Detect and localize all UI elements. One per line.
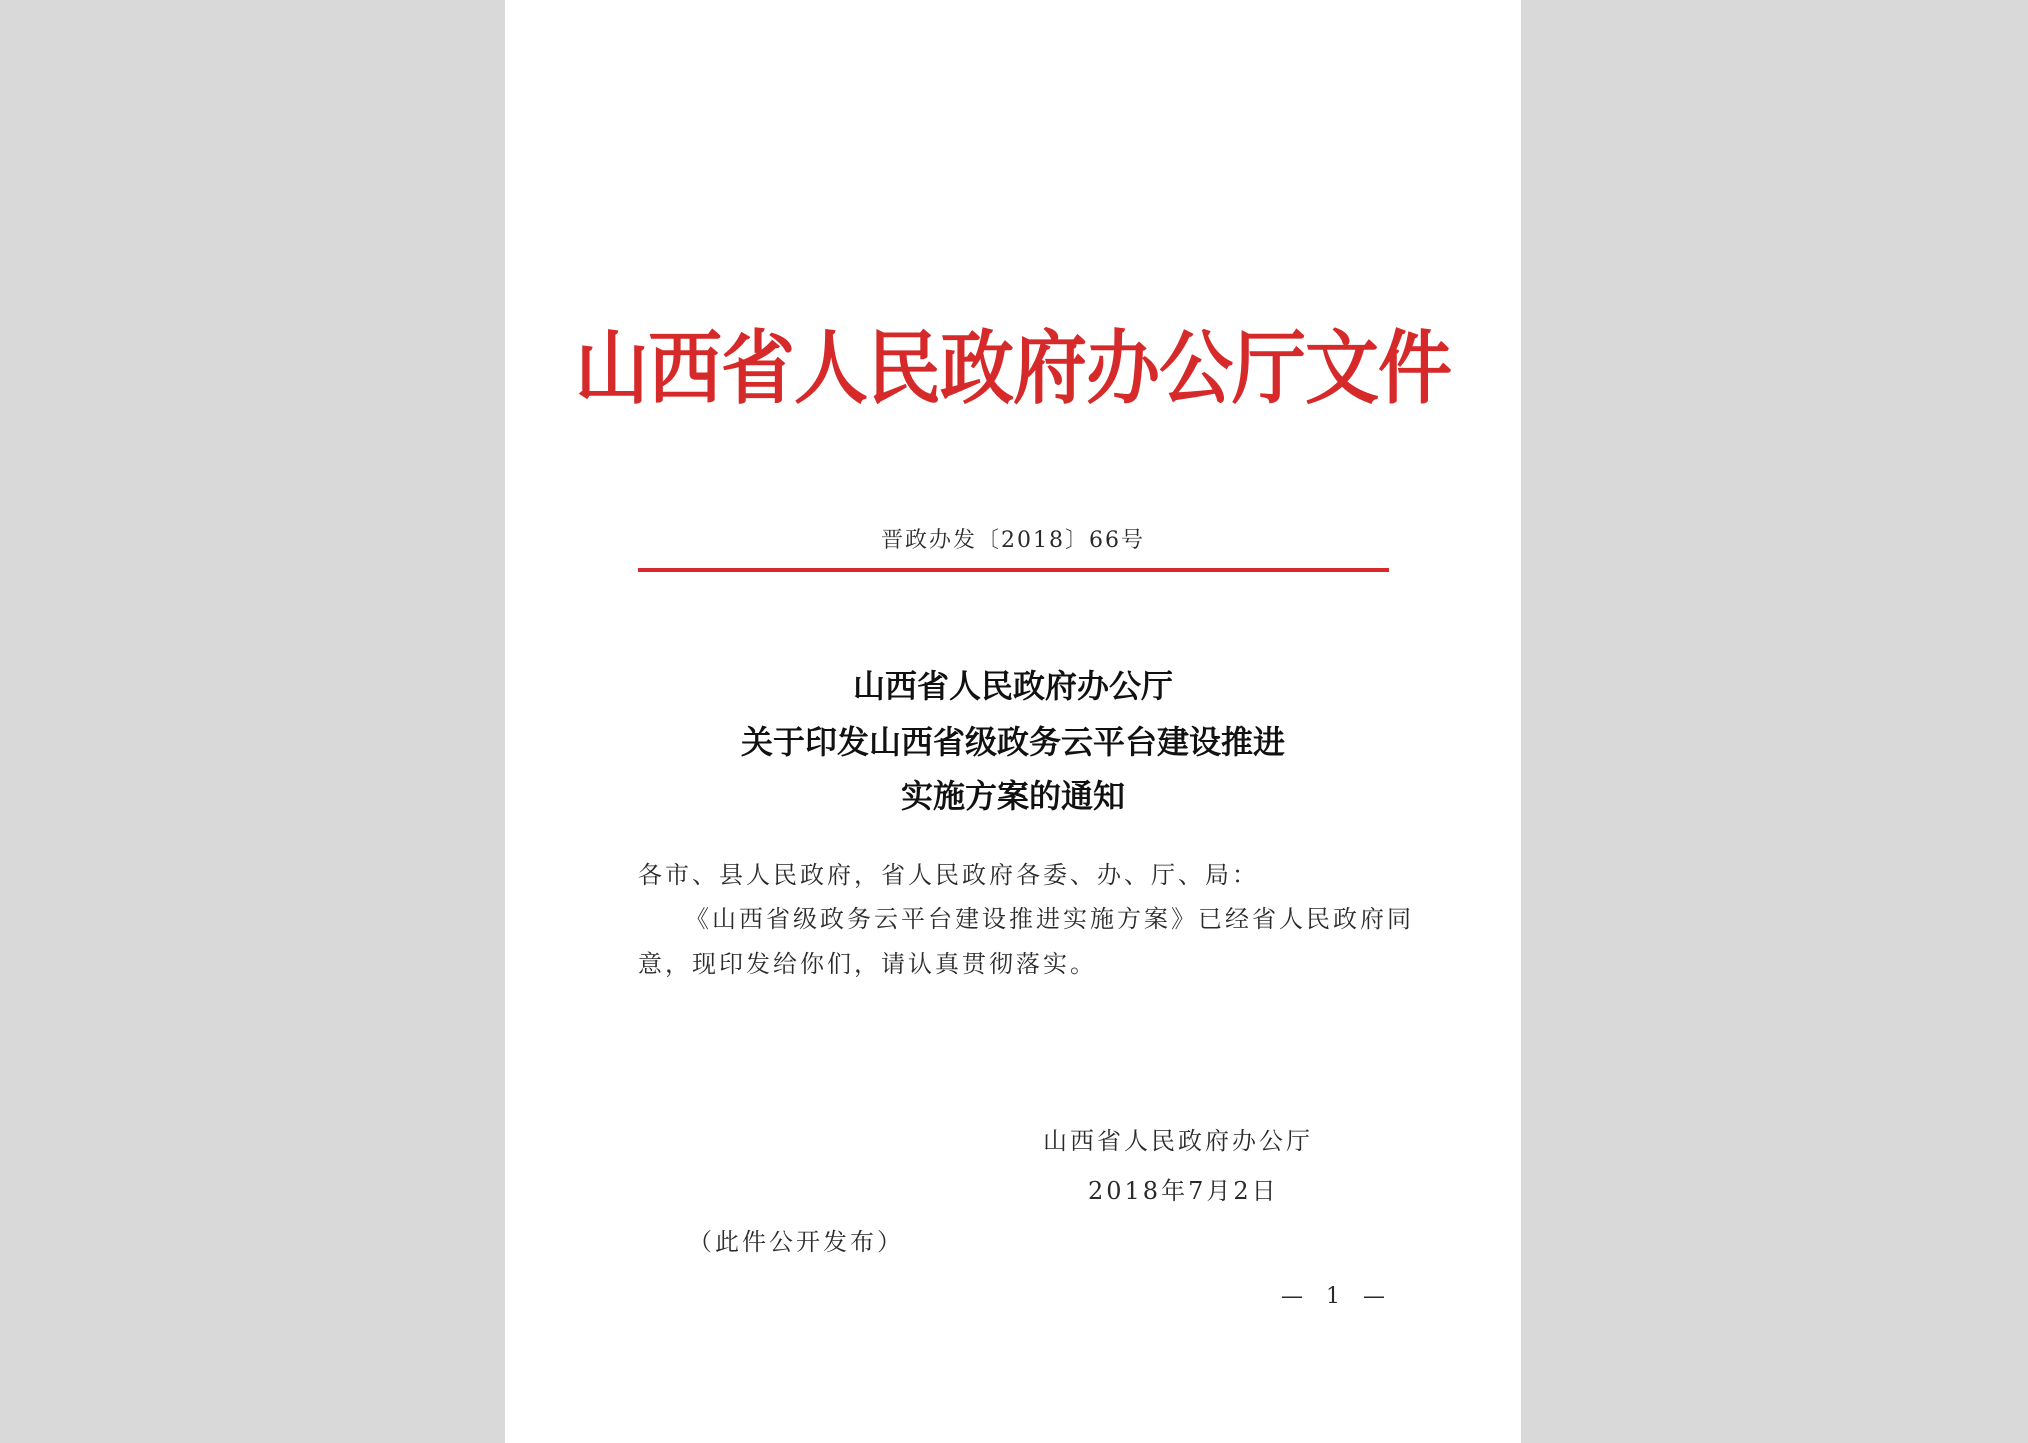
document-page [505,0,1521,1443]
issuer-header: 山西省人民政府办公厅文件 [575,322,1451,416]
document-number: 晋政办发〔2018〕66号 [881,528,1145,553]
signature-organization: 山西省人民政府办公厅 [1043,1127,1313,1155]
red-divider [638,568,1389,572]
notice-title-line-3: 实施方案的通知 [900,777,1125,815]
addressee: 各市、县人民政府，省人民政府各委、办、厅、局： [638,861,1259,889]
notice-title-line-1: 山西省人民政府办公厅 [852,667,1173,705]
signature-date: 2018年7月2日 [1088,1177,1279,1205]
body-line-2: 意，现印发给你们，请认真贯彻落实。 [638,950,1097,978]
notice-title-line-2: 关于印发山西省级政务云平台建设推进 [740,723,1285,761]
body-line-1: 《山西省级政务云平台建设推进实施方案》已经省人民政府同 [685,905,1414,933]
publication-note: （此件公开发布） [688,1228,904,1256]
page-number: — 1 — [1281,1284,1393,1309]
